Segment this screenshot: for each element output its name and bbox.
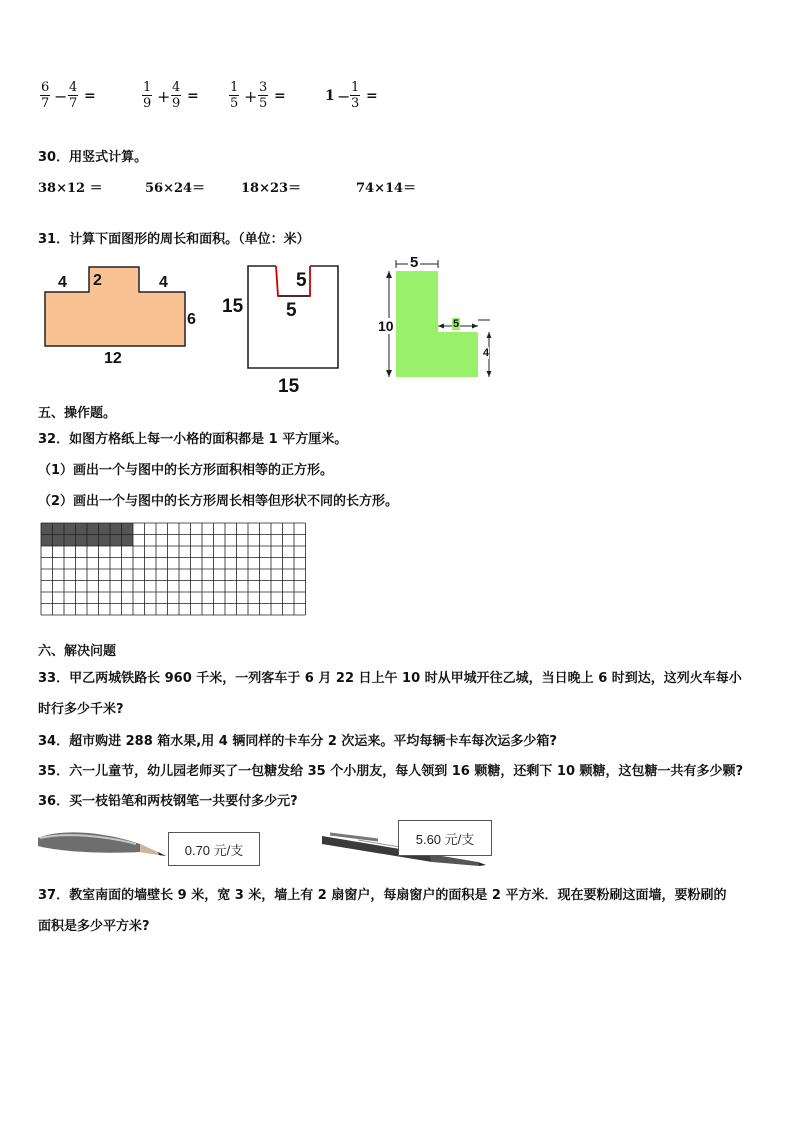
minus-sign: − [54, 87, 68, 106]
shaded-cell [122, 535, 134, 547]
plus-sign: + [244, 87, 258, 106]
figure-1-stepped-shape [40, 262, 200, 374]
question-32-sub2: （2）画出一个与图中的长方形周长相等但形状不同的长方形。 [38, 494, 399, 509]
question-37-line1: 37．教室南面的墙壁长 9 米，宽 3 米，墙上有 2 扇窗户，每扇窗户的面积是 2 平方米．现在要粉刷这面墙，要粉刷的 [38, 888, 727, 903]
equals-sign: = [187, 88, 199, 104]
calc-item-3: 18×23＝ [241, 181, 302, 196]
figure-3-l-shape [378, 254, 498, 382]
shaded-cell [99, 523, 111, 535]
fraction-1-5: 1 5 [230, 80, 239, 111]
fig2-label-notch-width: 5 [286, 300, 297, 321]
minus-sign: − [337, 87, 351, 106]
shaded-cell [110, 523, 122, 535]
section-5-title: 五、操作题。 [38, 406, 117, 421]
question-32-title: 32．如图方格纸上每一小格的面积都是 1 平方厘米。 [38, 432, 348, 447]
equals-sign: = [84, 88, 96, 104]
shaded-cell [41, 535, 53, 547]
calc-item-4: 74×14＝ [356, 181, 417, 196]
equals-sign: = [366, 88, 378, 104]
fraction-6-7: 6 7 [41, 80, 50, 111]
whole-number: 1 [325, 88, 335, 104]
fraction-1-9: 1 9 [143, 80, 152, 111]
shaded-cell [41, 523, 53, 535]
shaded-cell [64, 535, 76, 547]
fig2-label-side: 15 [222, 296, 244, 317]
question-32-sub1: （1）画出一个与图中的长方形面积相等的正方形。 [38, 463, 334, 478]
shaded-cell [87, 535, 99, 547]
shaded-cell [64, 523, 76, 535]
section-6-title: 六、解决问题 [38, 644, 117, 659]
fraction-1-3: 1 3 [351, 80, 360, 111]
shaded-cell [99, 535, 111, 547]
equals-sign: = [274, 88, 286, 104]
question-31-title: 31．计算下面图形的周长和面积。（单位：米） [38, 232, 310, 247]
shaded-cell [76, 535, 88, 547]
fig1-label-bottom: 12 [104, 350, 122, 367]
grid-paper-svg [40, 522, 307, 616]
shaded-cell [110, 535, 122, 547]
pencil-image [36, 822, 176, 872]
fig2-label-bottom: 15 [278, 376, 300, 397]
figure-2-notched-shape [220, 258, 350, 400]
calc-item-2: 56×24＝ [145, 181, 206, 196]
fig3-label-right: 4 [483, 347, 490, 359]
grid-paper [40, 522, 307, 620]
shaded-cell [76, 523, 88, 535]
fraction-4-9: 4 9 [172, 80, 181, 111]
shaded-cell [53, 535, 65, 547]
shaded-cell [53, 523, 65, 535]
question-35: 35．六一儿童节，幼儿园老师买了一包糖发给 35 个小朋友，每人领到 16 颗糖，还剩下 10 颗糖，这包糖一共有多少颗? [38, 764, 744, 779]
fig1-label-right: 4 [159, 274, 168, 291]
fraction-3-5: 3 5 [259, 80, 268, 111]
plus-sign: + [157, 87, 171, 106]
fig2-label-notch-depth: 5 [296, 270, 307, 291]
fig3-label-left: 10 [378, 318, 394, 334]
fig1-label-side: 6 [187, 311, 196, 328]
fig1-label-top: 2 [93, 272, 102, 289]
pencil-icon [36, 822, 176, 872]
shaded-cell [87, 523, 99, 535]
shaded-cell [122, 523, 134, 535]
question-36: 36．买一枝铅笔和两枝钢笔一共要付多少元? [38, 794, 298, 809]
fig3-label-top: 5 [410, 254, 419, 271]
pen-price-tag: 5.60 元/支 [398, 820, 492, 856]
question-30-title: 30．用竖式计算。 [38, 150, 148, 165]
question-37-line2: 面积是多少平方米? [38, 919, 150, 934]
question-34: 34．超市购进 288 箱水果,用 4 辆同样的卡车分 2 次运来。平均每辆卡车每次运多少箱? [38, 734, 557, 749]
pencil-price-tag: 0.70 元/支 [168, 832, 260, 866]
calc-item-1: 38×12 ＝ [38, 181, 103, 196]
fraction-4-7: 4 7 [69, 80, 78, 111]
question-33-line1: 33．甲乙两城铁路长 960 千米，一列客车于 6 月 22 日上午 10 时从甲城开往乙城，当日晚上 6 时到达，这列火车每小 [38, 671, 742, 686]
figure-3-svg [378, 254, 498, 382]
question-33-line2: 时行多少千米? [38, 702, 124, 717]
fig3-label-step: 5 [453, 318, 460, 330]
fig1-label-left: 4 [58, 274, 67, 291]
